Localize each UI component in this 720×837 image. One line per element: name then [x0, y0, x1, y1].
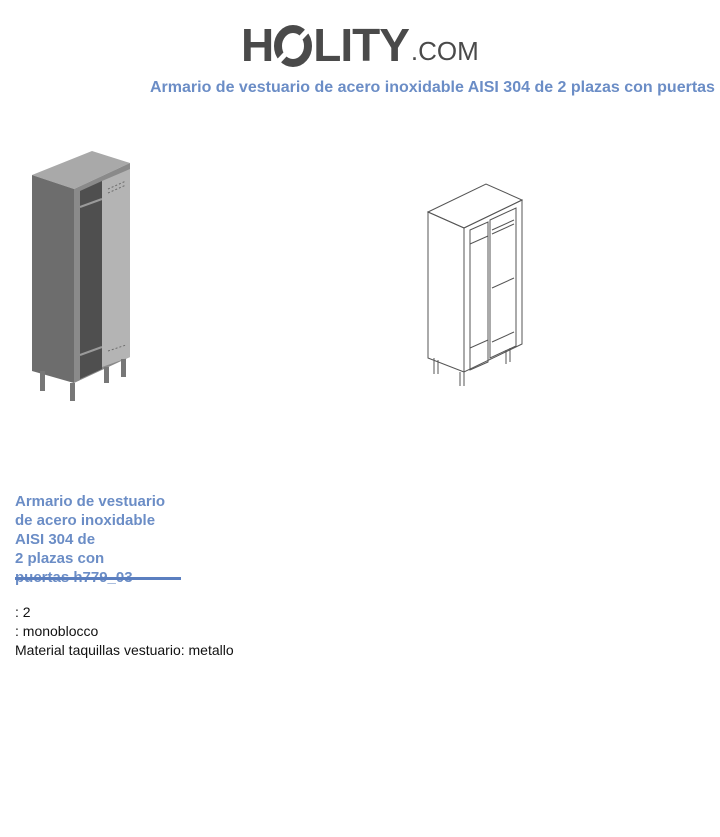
product-specs — [15, 603, 234, 660]
spec-construction: : monoblocco — [15, 623, 99, 639]
logo-letters-lity: LITY — [313, 19, 409, 71]
product-photo — [22, 145, 142, 407]
logo-ring-icon — [273, 22, 313, 68]
logo-wordmark — [241, 19, 409, 71]
product-heading-line: 2 plazas con — [15, 550, 105, 567]
product-heading — [15, 492, 185, 587]
product-heading-line: de acero inoxidable — [15, 512, 156, 529]
product-heading-line: Armario de vestuario — [15, 493, 166, 510]
spec-material: Material taquillas vestuario: metallo — [15, 642, 234, 658]
product-drawing — [418, 178, 530, 392]
logo-suffix: .COM — [410, 36, 479, 66]
page-title: Armario de vestuario de acero inoxidable AISI 304 de 2 plazas con puertas — [150, 79, 715, 96]
heading-divider — [15, 577, 181, 580]
holity-logo[interactable] — [241, 12, 481, 71]
spec-places: : 2 — [15, 604, 31, 620]
logo-letter-h: H — [241, 19, 274, 71]
product-heading-line: AISI 304 de — [15, 531, 96, 548]
